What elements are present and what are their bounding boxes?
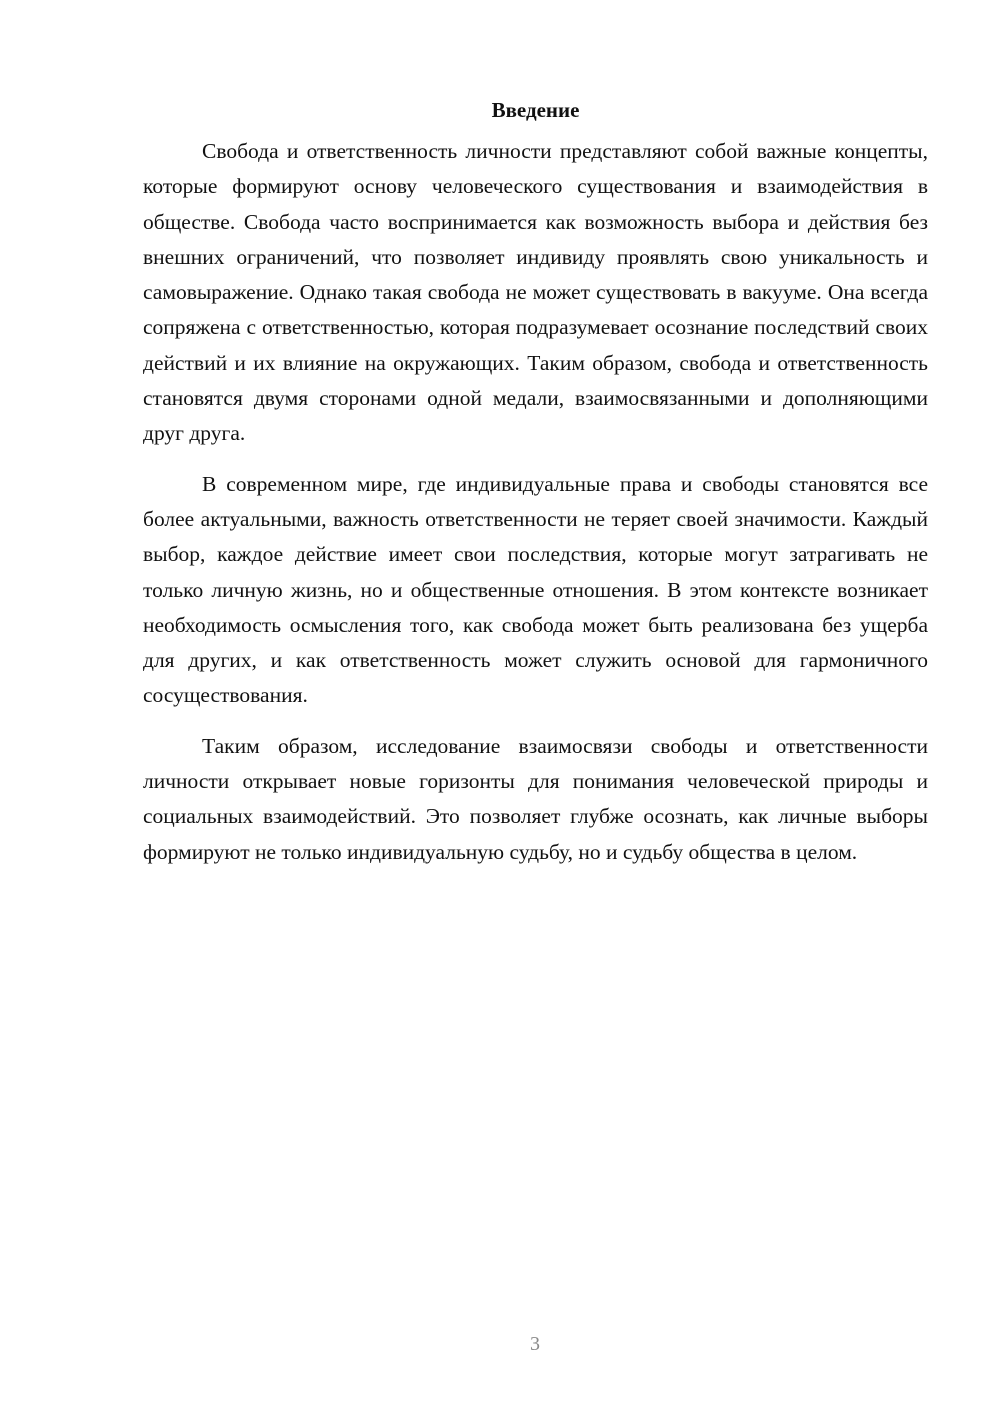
paragraph-2: В современном мире, где индивидуальные права и свободы становятся все более актуальными, важность ответственности не теряет своей значимости. Каждый выбор, каждое действие имеет свои последствия, которые могут затрагивать не только личную жизнь, но и общественные отношения. В этом контексте возникает необходимость осмысления того, как свобода может быть реализована без ущерба для других, и как ответственность может служить основой для гармоничного сосуществования.	[143, 471, 928, 708]
paragraph-1: Свобода и ответственность личности представляют собой важные концепты, которые формируют основу человеческого существования и взаимодействия в обществе. Свобода часто воспринимается как возможность выбора и действия без внешних ограничений, что позволяет индивиду проявлять свою уникальность и самовыражение. Однако такая свобода не может существовать в вакууме. Она всегда сопряжена с ответственностью, которая подразумевает осознание последствий своих действий и их влияние на окружающих. Таким образом, свобода и ответственность становятся двумя сторонами одной медали, взаимосвязанными и дополняющими друг друга.	[143, 139, 928, 446]
section-heading: Введение	[491, 98, 580, 122]
page-number: 3	[530, 1333, 540, 1355]
page-body	[143, 96, 928, 885]
paragraph-3: Таким образом, исследование взаимосвязи свободы и ответственности личности открывает новые горизонты для понимания человеческой природы и социальных взаимодействий. Это позволяет глубже осознать, как личные выборы формируют не только индивидуальную судьбу, но и судьбу общества в целом.	[143, 733, 928, 864]
